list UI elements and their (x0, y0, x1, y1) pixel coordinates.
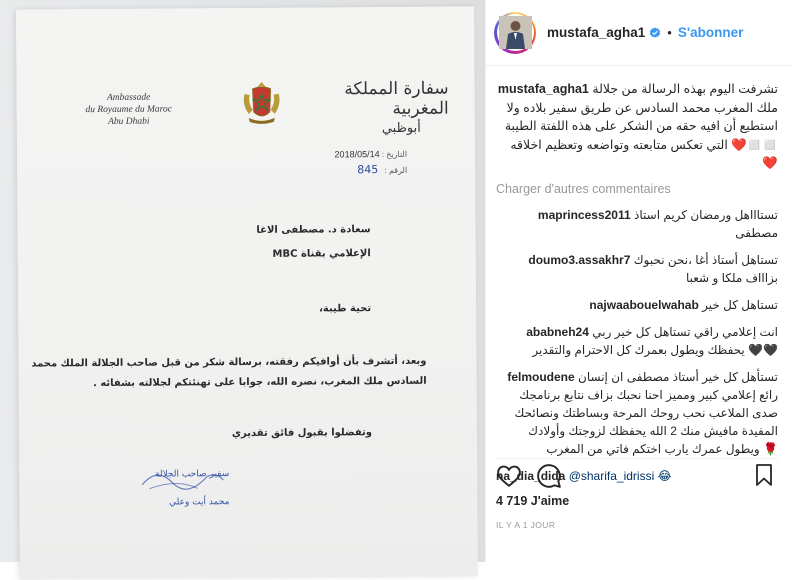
letter-arabic-header (299, 79, 449, 140)
post-timestamp[interactable]: IL Y A 1 JOUR (496, 520, 556, 530)
caption-username[interactable]: mustafa_agha1 (497, 82, 589, 96)
comment-item (496, 323, 778, 359)
fr-header-line-3: Abu Dhabi (108, 116, 150, 127)
comment-text (496, 296, 778, 314)
ar-header-sub: أبوظبي (381, 120, 421, 137)
letter-body-line-1: وبعد، أتشرف بأن أوافيكم رفقته، برسالة شكر من قبل صاحب الجلالة الملك محمد (31, 355, 427, 370)
letter-reference (353, 163, 407, 176)
comment-username[interactable]: doumo3.assakhr7 (528, 252, 631, 267)
letter-date (334, 149, 407, 160)
ref-value: 845 (357, 163, 379, 177)
comment-username[interactable]: ababneh24 (526, 324, 589, 339)
follow-button[interactable]: S'abonner (677, 25, 744, 40)
signature-title: سفير صاحب الجلالة (154, 469, 230, 480)
comment-item (496, 368, 778, 458)
likes-number: 4 719 (496, 494, 528, 508)
avatar-story-ring[interactable] (494, 12, 536, 54)
comment-body: تستاهل أستاذ أغا ،نحن نحبوك بزاااف ملكا و شعبا (633, 252, 778, 285)
letter-recipient-line-2: الإعلامي بقناة MBC (272, 248, 371, 260)
post-side-panel (485, 0, 792, 562)
avatar-person-icon (499, 16, 532, 49)
comment-text (496, 206, 778, 242)
avatar[interactable] (497, 14, 534, 51)
letter-greeting: تحية طيبة، (319, 303, 372, 315)
moroccan-emblem-icon (239, 80, 285, 126)
comment-body: تستاهل كل خير (702, 297, 778, 312)
comments-list[interactable] (496, 80, 778, 483)
verified-badge-icon (649, 27, 661, 39)
post-author-username[interactable]: mustafa_agha1 (547, 25, 646, 40)
post-actions-bar (496, 458, 778, 490)
caption-body: تشرفت اليوم بهذه الرسالة من جلالة ملك المغرب محمد السادس عن طريق سفير بلاده ولا استطيع أن افيه حقه من الشكر على هذه اللفتة الطيبة التي تعكس متابعته وتواضعه وتعظيم اخلاقه ❤️◻️◻️❤️ (504, 82, 778, 170)
ref-label: الرقم : (384, 165, 408, 176)
header-separator: • (667, 25, 672, 40)
heart-icon[interactable] (496, 463, 522, 489)
letter-paper (16, 6, 478, 579)
comment-body: تستأهل كل خير أستاذ مصطفى ان إنسان رائع إعلامي كبير ومميز احنا نحبك بزاف نتابع برنامجك صدى الملاعب نحب روحك المرحة وبساطتك ونصائحك المفيدة مافيش منك 2 الله يحفظك لزوجتك وأولادك ويطول عمرك يارب اختكم فاتي من المغرب 🌹 (514, 369, 778, 456)
comment-body[interactable]: @sharifa_idrissi 😂 (568, 468, 672, 483)
letter-body-line-2: السادس ملك المغرب، نصره الله، جوابا على تهنئتكم لجلالته بشفائه . (93, 375, 427, 390)
fr-header-line-1: Ambassade (106, 92, 151, 103)
letter-french-header (69, 91, 189, 128)
date-value: 2018/05/14 (334, 149, 380, 160)
likes-label: J'aime (530, 494, 570, 508)
comment-item (496, 251, 778, 287)
comment-username[interactable]: na_dia_dida (496, 468, 566, 483)
likes-count[interactable] (496, 494, 569, 508)
comment-item (496, 206, 778, 242)
comment-text (496, 251, 778, 287)
load-more-comments-button[interactable]: Charger d'autres commentaires (496, 181, 671, 196)
letter-closing: وتفضلوا بقبول فائق تقديري (231, 427, 373, 440)
bookmark-icon[interactable] (752, 463, 778, 489)
comment-username[interactable]: maprincess2011 (537, 207, 631, 222)
comment-username[interactable]: najwaabouelwahab (589, 297, 699, 312)
comment-text (496, 323, 778, 359)
comment-body: تستاااهل ورمضان كريم استاذ مصطفى (634, 207, 778, 240)
comment-username[interactable]: felmoudene (507, 369, 575, 384)
comment-icon[interactable] (536, 463, 562, 489)
comment-body: انت إعلامي راقي تستاهل كل خير ربي يحفظك ويطول بعمرك كل الاحترام والتقدير 🖤🖤 (532, 324, 778, 357)
signature-name: محمد أيت وعلي (169, 497, 230, 508)
date-label: التاريخ : (381, 149, 408, 160)
letter-recipient-line-1: سعادة د. مصطفى الاغا (256, 224, 371, 236)
comment-text (496, 368, 778, 458)
comment-item (496, 296, 778, 314)
post-header (486, 0, 792, 66)
fr-header-line-2: du Royaume du Maroc (85, 104, 172, 116)
caption-text (496, 80, 778, 173)
ar-header-title: سفارة المملكة المغربية (344, 78, 449, 119)
post-caption (496, 80, 778, 173)
